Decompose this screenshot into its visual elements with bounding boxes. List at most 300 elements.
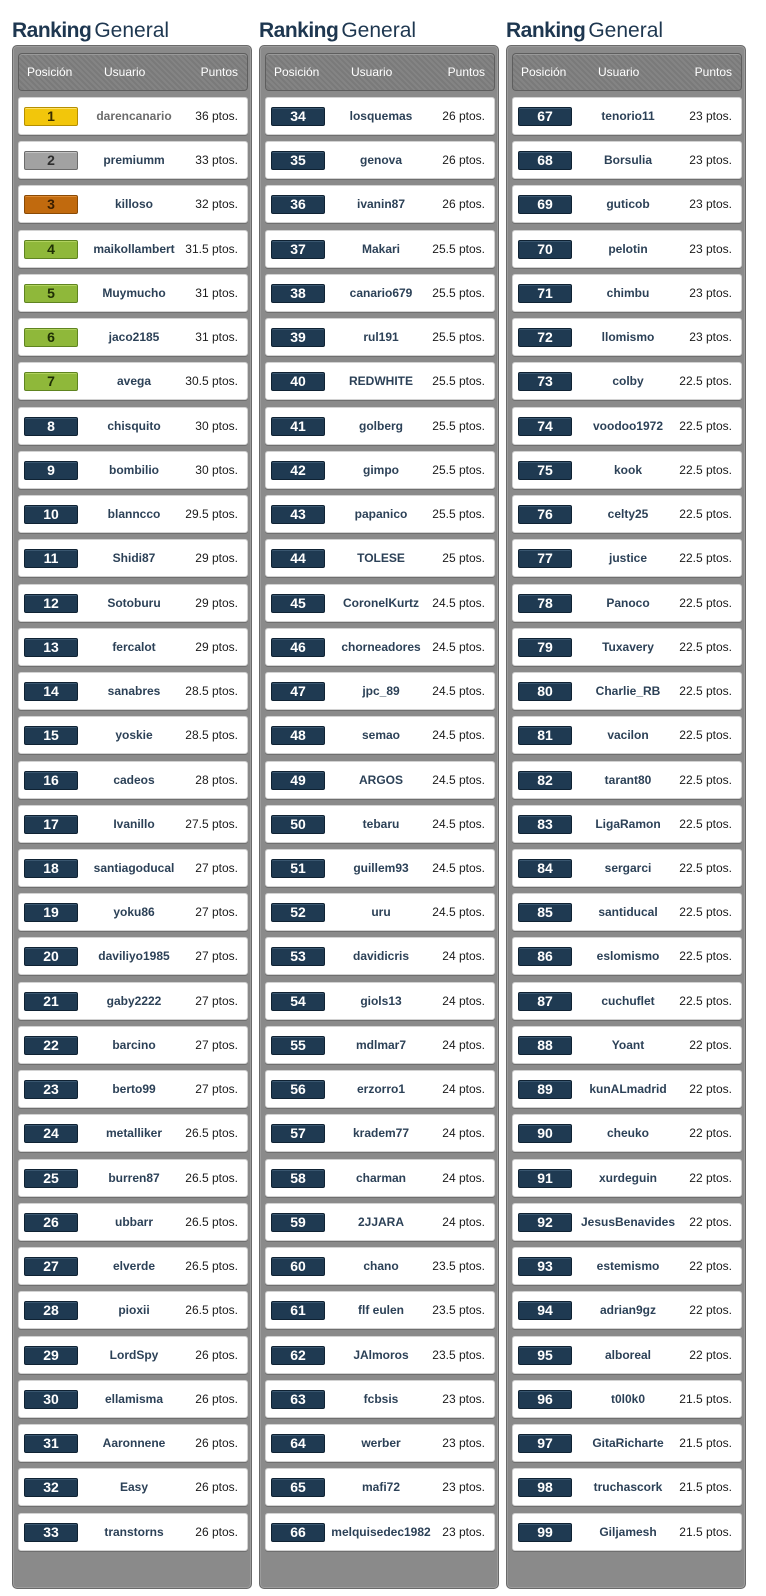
points-value: 27 ptos. <box>195 949 238 964</box>
ranking-row <box>512 849 742 887</box>
ranking-title <box>259 0 499 44</box>
ranking-row <box>512 937 742 975</box>
username: yoku86 <box>113 905 155 920</box>
username: xurdeguin <box>598 1170 657 1185</box>
username: sergarci <box>604 860 652 875</box>
position-badge: 65 <box>271 1478 325 1497</box>
username: jpc_89 <box>362 684 400 699</box>
position-badge: 44 <box>271 549 325 568</box>
points-value: 22 ptos. <box>689 1082 732 1097</box>
ranking-title <box>506 0 746 44</box>
ranking-column <box>12 0 252 1540</box>
ranking-row <box>18 1203 248 1241</box>
points-value: 25.5 ptos. <box>432 462 485 477</box>
username: charman <box>355 1170 407 1185</box>
points-value: 24 ptos. <box>442 1214 485 1229</box>
points-value: 23 ptos. <box>689 330 732 345</box>
position-badge: 49 <box>271 771 325 790</box>
position-badge: 23 <box>24 1080 78 1099</box>
username: justice <box>608 551 647 566</box>
ranking-row <box>18 407 248 445</box>
ranking-row <box>265 1114 495 1152</box>
points-value: 22.5 ptos. <box>679 507 732 522</box>
points-value: 23 ptos. <box>442 1524 485 1539</box>
points-value: 23 ptos. <box>689 241 732 256</box>
points-value: 24 ptos. <box>442 1126 485 1141</box>
position-badge: 92 <box>518 1213 572 1232</box>
position-badge: 82 <box>518 771 572 790</box>
position-badge: 48 <box>271 726 325 745</box>
position-badge: 84 <box>518 859 572 878</box>
username: mafi72 <box>361 1480 401 1495</box>
position-badge: 57 <box>271 1124 325 1143</box>
ranking-row <box>265 805 495 843</box>
username: losquemas <box>349 109 413 123</box>
points-value: 22 ptos. <box>689 1259 732 1274</box>
username: erzorro1 <box>356 1082 406 1097</box>
username: werber <box>361 1436 401 1451</box>
position-badge: 36 <box>271 195 325 214</box>
ranking-row <box>18 1114 248 1152</box>
username: metalliker <box>105 1126 163 1141</box>
points-value: 24 ptos. <box>442 949 485 964</box>
username: Aaronnene <box>102 1436 166 1451</box>
position-badge: 14 <box>24 682 78 701</box>
username: estemismo <box>596 1259 660 1274</box>
username: alboreal <box>604 1347 652 1362</box>
position-badge: 59 <box>271 1213 325 1232</box>
ranking-row <box>18 1247 248 1285</box>
position-badge: 56 <box>271 1080 325 1099</box>
ranking-row <box>18 937 248 975</box>
ranking-row <box>18 584 248 622</box>
points-value: 30 ptos. <box>195 462 238 477</box>
username: uru <box>371 905 391 920</box>
username: tebaru <box>362 816 400 831</box>
position-badge: 71 <box>518 284 572 303</box>
points-value: 26 ptos. <box>195 1524 238 1539</box>
points-value: 22.5 ptos. <box>679 595 732 610</box>
ranking-column <box>506 0 746 1540</box>
ranking-row <box>18 672 248 710</box>
points-value: 24.5 ptos. <box>432 905 485 920</box>
username: Easy <box>119 1480 149 1495</box>
username: vacilon <box>607 728 649 743</box>
ranking-row <box>18 451 248 489</box>
points-value: 32 ptos. <box>195 197 238 212</box>
position-badge: 11 <box>24 549 78 568</box>
username: daviliyo1985 <box>98 949 170 964</box>
points-value: 23 ptos. <box>442 1480 485 1495</box>
ranking-row <box>265 937 495 975</box>
points-value: 27 ptos. <box>195 860 238 875</box>
username: chisquito <box>107 418 161 433</box>
header-points: Puntos <box>447 65 485 79</box>
ranking-row <box>18 185 248 223</box>
username: chorneadores <box>341 639 421 654</box>
position-badge: 96 <box>518 1390 572 1409</box>
position-badge: 70 <box>518 240 572 259</box>
points-value: 21.5 ptos. <box>679 1391 732 1406</box>
ranking-row <box>265 362 495 400</box>
points-value: 21.5 ptos. <box>679 1480 732 1495</box>
position-badge: 22 <box>24 1036 78 1055</box>
points-value: 28.5 ptos. <box>185 728 238 743</box>
position-badge: 10 <box>24 505 78 524</box>
position-badge: 27 <box>24 1257 78 1276</box>
points-value: 24.5 ptos. <box>432 684 485 699</box>
points-value: 24.5 ptos. <box>432 728 485 743</box>
header-position: Posición <box>274 65 320 79</box>
username: Yoant <box>611 1037 645 1052</box>
ranking-row <box>18 97 248 135</box>
ranking-row <box>265 1513 495 1551</box>
username: rul191 <box>363 330 399 345</box>
points-value: 31 ptos. <box>195 330 238 345</box>
ranking-row <box>512 1380 742 1418</box>
position-badge: 75 <box>518 461 572 480</box>
ranking-row <box>512 318 742 356</box>
username: cadeos <box>113 772 155 787</box>
username: ubbarr <box>114 1214 153 1229</box>
position-badge: 42 <box>271 461 325 480</box>
ranking-row <box>265 274 495 312</box>
position-badge: 74 <box>518 417 572 436</box>
ranking-row <box>512 1513 742 1551</box>
ranking-row <box>265 1070 495 1108</box>
username: davidicris <box>352 949 410 964</box>
ranking-row <box>265 495 495 533</box>
ranking-row <box>512 761 742 799</box>
ranking-row <box>18 628 248 666</box>
position-badge: 63 <box>271 1390 325 1409</box>
position-badge: 68 <box>518 151 572 170</box>
ranking-row <box>265 1026 495 1064</box>
username: Makari <box>361 241 401 256</box>
points-value: 29.5 ptos. <box>185 507 238 522</box>
position-badge: 1 <box>24 107 78 126</box>
points-value: 23 ptos. <box>689 109 732 123</box>
ranking-rows <box>512 97 742 1557</box>
username: Tuxavery <box>602 639 654 654</box>
position-badge: 79 <box>518 638 572 657</box>
username: tenorio11 <box>601 109 655 123</box>
ranking-row <box>18 1159 248 1197</box>
position-badge: 41 <box>271 417 325 436</box>
header-position: Posición <box>27 65 73 79</box>
ranking-row <box>18 1424 248 1462</box>
position-badge: 13 <box>24 638 78 657</box>
username: Charlie_RB <box>595 684 661 699</box>
username: elverde <box>112 1259 156 1274</box>
ranking-row <box>18 318 248 356</box>
username: cheuko <box>606 1126 649 1141</box>
title-rest: General <box>341 19 417 42</box>
position-badge: 4 <box>24 240 78 259</box>
position-badge: 47 <box>271 682 325 701</box>
username: yoskie <box>115 728 153 743</box>
ranking-row <box>18 893 248 931</box>
position-badge: 20 <box>24 947 78 966</box>
ranking-row <box>265 716 495 754</box>
username: killoso <box>114 197 153 212</box>
points-value: 25.5 ptos. <box>432 374 485 389</box>
ranking-row <box>512 1291 742 1329</box>
points-value: 26 ptos. <box>195 1347 238 1362</box>
position-badge: 93 <box>518 1257 572 1276</box>
points-value: 21.5 ptos. <box>679 1524 732 1539</box>
title-bold: Ranking <box>506 19 586 42</box>
title-rest: General <box>588 19 664 42</box>
ranking-row <box>512 451 742 489</box>
username: gimpo <box>363 462 399 477</box>
position-badge: 98 <box>518 1478 572 1497</box>
position-badge: 15 <box>24 726 78 745</box>
points-value: 29 ptos. <box>195 595 238 610</box>
ranking-row <box>18 982 248 1020</box>
title-bold: Ranking <box>259 19 339 42</box>
position-badge: 88 <box>518 1036 572 1055</box>
ranking-row <box>265 1203 495 1241</box>
ranking-row <box>265 407 495 445</box>
points-value: 31 ptos. <box>195 285 238 300</box>
points-value: 22.5 ptos. <box>679 816 732 831</box>
username: truchascork <box>593 1480 663 1495</box>
username: transtorns <box>104 1524 164 1539</box>
ranking-row <box>265 141 495 179</box>
username: premiumm <box>103 153 165 168</box>
ranking-row <box>18 805 248 843</box>
header-points: Puntos <box>694 65 732 79</box>
position-badge: 39 <box>271 328 325 347</box>
points-value: 22 ptos. <box>689 1037 732 1052</box>
position-badge: 73 <box>518 372 572 391</box>
username: fcbsis <box>363 1391 399 1406</box>
position-badge: 6 <box>24 328 78 347</box>
points-value: 33 ptos. <box>195 153 238 168</box>
username: Shidi87 <box>112 551 156 566</box>
position-badge: 17 <box>24 815 78 834</box>
ranking-row <box>265 1247 495 1285</box>
username: colby <box>612 374 644 389</box>
ranking-row <box>512 495 742 533</box>
title-bold: Ranking <box>12 19 92 42</box>
ranking-panel <box>506 45 746 1589</box>
points-value: 24 ptos. <box>442 1037 485 1052</box>
points-value: 22.5 ptos. <box>679 684 732 699</box>
position-badge: 87 <box>518 992 572 1011</box>
points-value: 22.5 ptos. <box>679 374 732 389</box>
ranking-row <box>512 805 742 843</box>
ranking-row <box>18 761 248 799</box>
position-badge: 83 <box>518 815 572 834</box>
points-value: 22.5 ptos. <box>679 949 732 964</box>
position-badge: 16 <box>24 771 78 790</box>
username: semao <box>361 728 401 743</box>
ranking-row <box>512 893 742 931</box>
ranking-row <box>512 1026 742 1064</box>
ranking-row <box>512 539 742 577</box>
ranking-row <box>18 716 248 754</box>
position-badge: 66 <box>271 1523 325 1542</box>
ranking-row <box>18 1070 248 1108</box>
username: cuchuflet <box>601 993 655 1008</box>
ranking-row <box>18 1468 248 1506</box>
username: t0l0k0 <box>610 1391 646 1406</box>
ranking-row <box>512 1468 742 1506</box>
points-value: 24.5 ptos. <box>432 639 485 654</box>
position-badge: 62 <box>271 1346 325 1365</box>
position-badge: 55 <box>271 1036 325 1055</box>
position-badge: 69 <box>518 195 572 214</box>
points-value: 24.5 ptos. <box>432 816 485 831</box>
ranking-row <box>512 1159 742 1197</box>
position-badge: 72 <box>518 328 572 347</box>
ranking-row <box>512 362 742 400</box>
points-value: 23.5 ptos. <box>432 1259 485 1274</box>
ranking-row <box>512 1070 742 1108</box>
position-badge: 28 <box>24 1301 78 1320</box>
ranking-row <box>265 1159 495 1197</box>
points-value: 36 ptos. <box>195 109 238 123</box>
points-value: 23 ptos. <box>689 197 732 212</box>
username: pelotin <box>608 241 648 256</box>
points-value: 22.5 ptos. <box>679 860 732 875</box>
ranking-row <box>512 1336 742 1374</box>
points-value: 31.5 ptos. <box>185 241 238 256</box>
header-position: Posición <box>521 65 567 79</box>
ranking-row <box>265 1336 495 1374</box>
username: eslomismo <box>596 949 660 964</box>
position-badge: 64 <box>271 1434 325 1453</box>
header-user: Usuario <box>104 65 146 79</box>
points-value: 22 ptos. <box>689 1214 732 1229</box>
position-badge: 19 <box>24 903 78 922</box>
ranking-row <box>265 451 495 489</box>
username: giols13 <box>360 993 402 1008</box>
ranking-row <box>512 185 742 223</box>
position-badge: 86 <box>518 947 572 966</box>
ranking-row <box>512 672 742 710</box>
username: LigaRamon <box>595 816 661 831</box>
username: ellamisma <box>104 1391 164 1406</box>
position-badge: 29 <box>24 1346 78 1365</box>
ranking-row <box>18 1026 248 1064</box>
ranking-row <box>512 1424 742 1462</box>
ranking-row <box>265 1380 495 1418</box>
points-value: 29 ptos. <box>195 551 238 566</box>
position-badge: 95 <box>518 1346 572 1365</box>
table-header <box>18 53 248 91</box>
position-badge: 99 <box>518 1523 572 1542</box>
position-badge: 30 <box>24 1390 78 1409</box>
ranking-row <box>18 274 248 312</box>
points-value: 27 ptos. <box>195 1082 238 1097</box>
ranking-row <box>512 407 742 445</box>
username: flf eulen <box>357 1303 404 1318</box>
ranking-row <box>512 274 742 312</box>
ranking-rows <box>265 97 495 1557</box>
position-badge: 58 <box>271 1169 325 1188</box>
position-badge: 45 <box>271 594 325 613</box>
position-badge: 50 <box>271 815 325 834</box>
ranking-row <box>265 1291 495 1329</box>
position-badge: 94 <box>518 1301 572 1320</box>
ranking-row <box>265 982 495 1020</box>
position-badge: 3 <box>24 195 78 214</box>
username: REDWHITE <box>349 374 413 389</box>
username: santiducal <box>598 905 658 920</box>
ranking-row <box>18 495 248 533</box>
position-badge: 18 <box>24 859 78 878</box>
points-value: 27 ptos. <box>195 1037 238 1052</box>
username: chimbu <box>606 285 650 300</box>
username: bombilio <box>109 462 159 477</box>
position-badge: 21 <box>24 992 78 1011</box>
username: fercalot <box>112 639 156 654</box>
username: Borsulia <box>603 153 652 168</box>
ranking-row <box>512 716 742 754</box>
ranking-row <box>265 539 495 577</box>
username: barcino <box>112 1037 156 1052</box>
username: berto99 <box>112 1082 156 1097</box>
position-badge: 31 <box>24 1434 78 1453</box>
ranking-row <box>18 849 248 887</box>
username: sanabres <box>107 684 161 699</box>
position-badge: 12 <box>24 594 78 613</box>
points-value: 25 ptos. <box>442 551 485 566</box>
points-value: 27.5 ptos. <box>185 816 238 831</box>
ranking-row <box>512 1203 742 1241</box>
username: burren87 <box>108 1170 160 1185</box>
points-value: 26 ptos. <box>195 1480 238 1495</box>
points-value: 26.5 ptos. <box>185 1170 238 1185</box>
username: kunALmadrid <box>589 1082 667 1097</box>
ranking-row <box>265 318 495 356</box>
ranking-row <box>18 362 248 400</box>
position-badge: 32 <box>24 1478 78 1497</box>
username: GitaRicharte <box>592 1436 664 1451</box>
username: guticob <box>606 197 650 212</box>
ranking-row <box>18 141 248 179</box>
points-value: 24 ptos. <box>442 993 485 1008</box>
points-value: 28 ptos. <box>195 772 238 787</box>
points-value: 24.5 ptos. <box>432 860 485 875</box>
points-value: 26 ptos. <box>195 1391 238 1406</box>
ranking-row <box>265 230 495 268</box>
username: genova <box>359 153 402 168</box>
position-badge: 9 <box>24 461 78 480</box>
ranking-row <box>265 628 495 666</box>
username: JesusBenavides <box>580 1214 676 1229</box>
position-badge: 33 <box>24 1523 78 1542</box>
ranking-column <box>259 0 499 1540</box>
username: llomismo <box>601 330 655 345</box>
points-value: 27 ptos. <box>195 905 238 920</box>
points-value: 28.5 ptos. <box>185 684 238 699</box>
ranking-title <box>12 0 252 44</box>
ranking-row <box>265 584 495 622</box>
position-badge: 53 <box>271 947 325 966</box>
points-value: 26 ptos. <box>442 197 485 212</box>
position-badge: 43 <box>271 505 325 524</box>
ranking-row <box>265 185 495 223</box>
points-value: 22.5 ptos. <box>679 772 732 787</box>
username: celty25 <box>607 507 649 522</box>
points-value: 26 ptos. <box>195 1436 238 1451</box>
position-badge: 38 <box>271 284 325 303</box>
points-value: 26.5 ptos. <box>185 1259 238 1274</box>
